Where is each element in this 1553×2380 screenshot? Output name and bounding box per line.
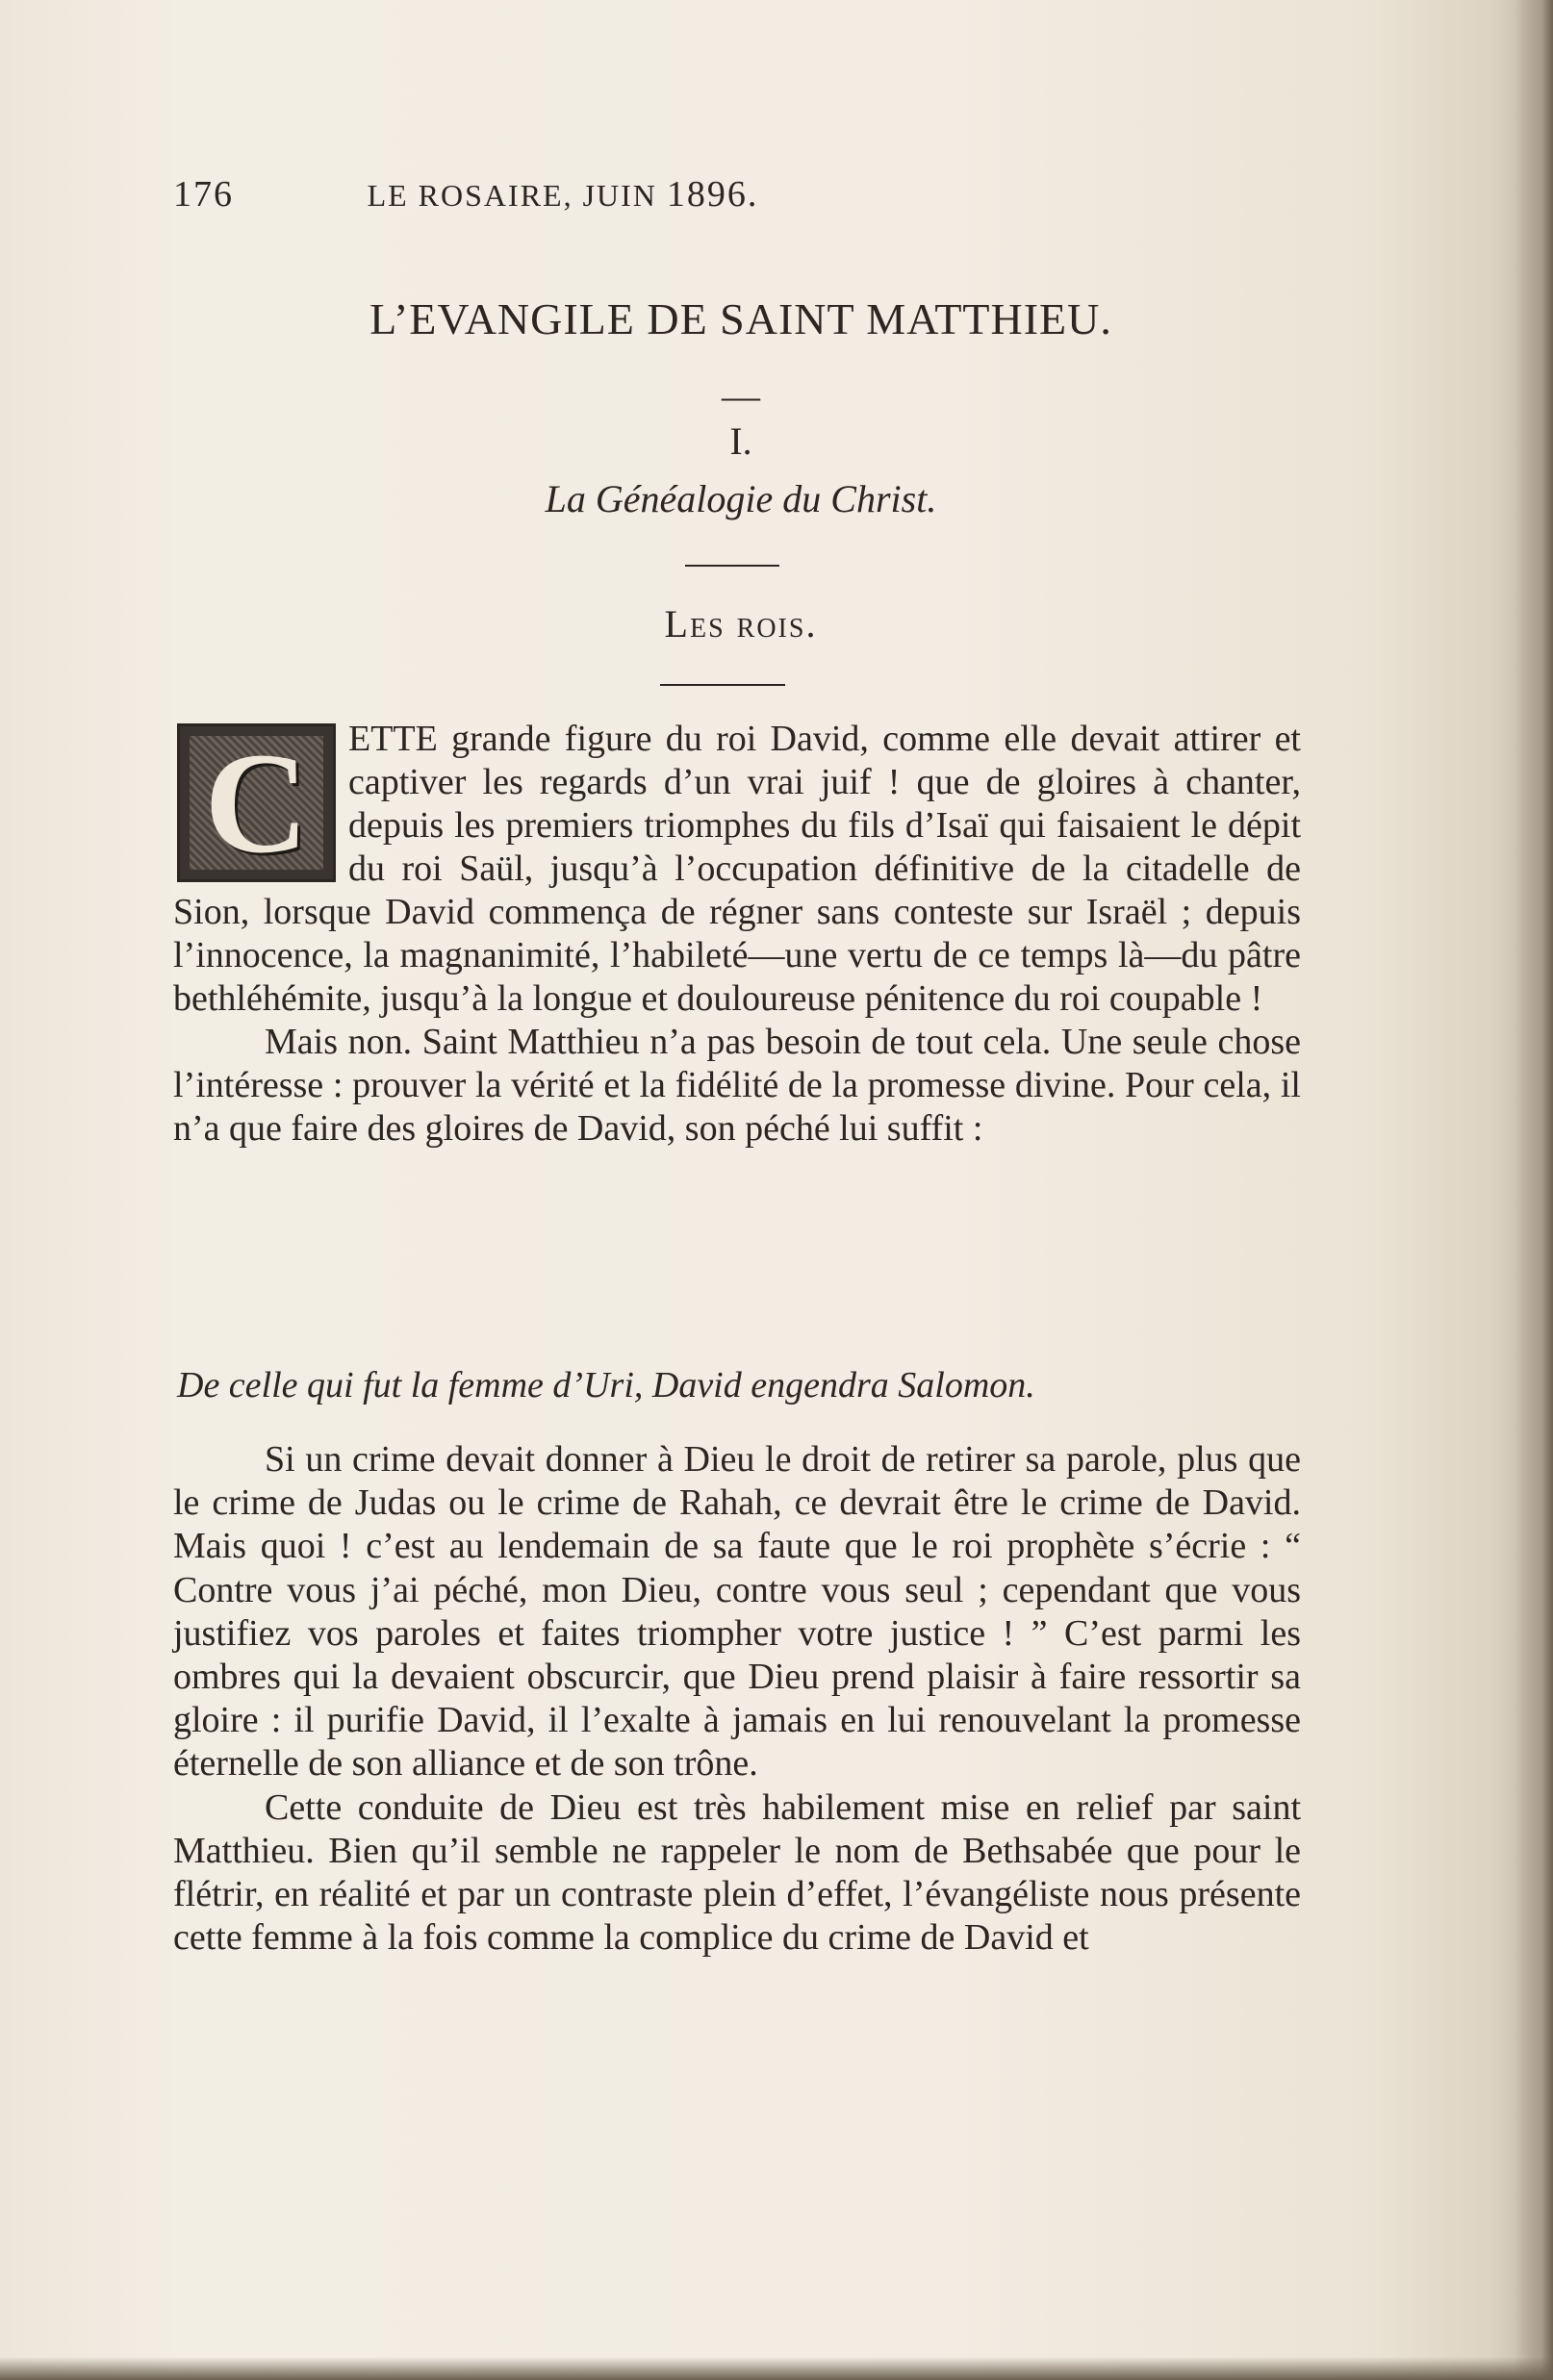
title-dash: — (722, 374, 760, 418)
section-title: La Généalogie du Christ. (545, 477, 937, 520)
paragraph-2: Mais non. Saint Matthieu n’a pas besoin de tout cela. Une seule chose l’intéresse : prouver la vérité et la fidélité de la promesse divine. Pour cela, il n’a que faire des gloires de David, son péché lui suffit : (173, 1022, 1301, 1149)
journal-year: 1896. (666, 174, 759, 215)
scripture-quote: De celle qui fut la femme d’Uri, David engendra Salomon. (177, 1365, 1035, 1405)
paragraph-4: Cette conduite de Dieu est très habilement mise en relief par saint Matthieu. Bien qu’il semble ne rappeler le nom de Bethsabée que pour le flétrir, en réalité et par un contraste plein d’effet, l’évangéliste nous présente cette femme à la fois comme la complice du crime de David et (173, 1786, 1301, 1959)
page-bottom-edge (0, 2357, 1553, 2380)
book-spine-shadow (1515, 0, 1553, 2380)
paragraph-3: Si un crime devait donner à Dieu le droit de retirer sa parole, plus que le crime de Judas ou le crime de Rahah, ce devrait être le crime de David. Mais quoi ! c’est au lendemain de sa faute que le roi prophète s’écrie : “ Contre vous j’ai péché, mon Dieu, contre vous seul ; cependant que vous justifiez vos paroles et faites triompher votre justice ! ” C’est parmi les ombres qui la devaient obscurcir, que Dieu prend plaisir à faire ressortir sa gloire : il purifie David, il l’exalte à jamais en lui renouvelant la promesse éternelle de son alliance et de son trône. (173, 1439, 1301, 1785)
initial-letter: C (204, 722, 309, 883)
journal-title (173, 173, 953, 215)
page-number: 176 (173, 174, 234, 215)
opening-text (173, 718, 1301, 1151)
ornamental-rule-bottom (660, 684, 785, 686)
ornamental-rule-top (685, 565, 779, 567)
section-number: I. (729, 419, 752, 463)
article-title: L’EVANGILE DE SAINT MATTHIEU. (369, 294, 1112, 343)
subheading: Les rois. (664, 602, 818, 646)
continued-text (173, 1438, 1301, 1960)
paragraph-1: ETTE grande figure du roi David, comme elle devait attirer et captiver les regards d’un vrai juif ! que de gloires à chanter, depuis les premiers triomphes du fils d’Isaï qui faisaient le dépit du roi Saül, jusqu’à l’occupation définitive de la citadelle de Sion, lorsque David commença de régner sans conteste sur Israël ; depuis l’innocence, la magnanimité, l’habileté—une vertu de ce temps là—du pâtre bethléhémite, jusqu’à la longue et douloureuse pénitence du roi coupable ! (173, 719, 1301, 1019)
initial-spacer (173, 718, 348, 891)
journal-name: LE ROSAIRE, JUIN (367, 178, 657, 213)
running-head (173, 173, 953, 221)
